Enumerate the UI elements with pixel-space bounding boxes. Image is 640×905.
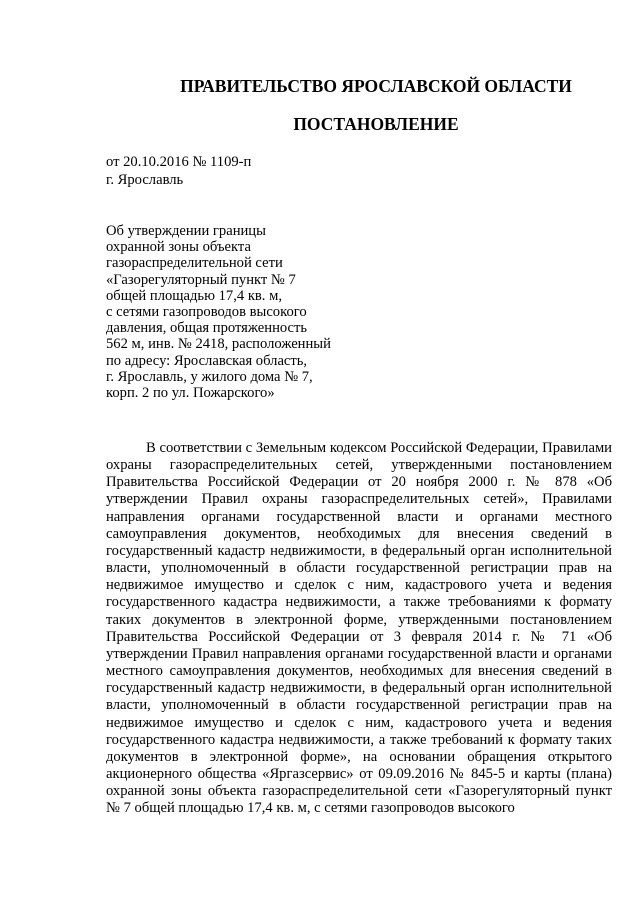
date-number-line: от 20.10.2016 № 1109-п: [106, 154, 252, 170]
document-body: [106, 440, 612, 817]
subject-line: с сетями газопроводов высокого: [106, 304, 307, 321]
city-line: г. Ярославль: [106, 171, 184, 188]
subject-line: «Газорегуляторный пункт № 7: [106, 271, 296, 288]
document-type-title: ПОСТАНОВЛЕНИЕ: [293, 114, 459, 134]
document-meta: [106, 154, 251, 189]
subject-line: г. Ярославль, у жилого дома № 7,: [106, 368, 313, 385]
subject-line: 562 м, инв. № 2418, расположенный: [106, 336, 331, 353]
subject-line: газораспределительной сети: [106, 255, 283, 272]
subject-line: охранной зоны объекта: [106, 239, 251, 256]
subject-line: давления, общая протяженность: [106, 320, 308, 337]
organization-title: ПРАВИТЕЛЬСТВО ЯРОСЛАВСКОЙ ОБЛАСТИ: [180, 76, 572, 96]
subject-line: Об утверждении границы: [106, 223, 266, 239]
subject-line: общей площадью 17,4 кв. м,: [106, 287, 282, 304]
subject-line: по адресу: Ярославская область,: [106, 352, 308, 369]
document-subject: [106, 223, 331, 401]
subject-line: корп. 2 по ул. Пожарского»: [106, 385, 275, 402]
body-paragraph: В соответствии с Земельным кодексом Российской Федерации, Правилами охраны газораспределительных сетей, утвержденными постановлением Правительства Российской Федерации от 20 ноября 2000 г. № 878 «Об утверждении Правил охраны газораспределительных сетей», Правилами направления органами государственной власти и органами местного самоуправления документов, необходимых для внесения сведений в государственный кадастр недвижимости, в федеральный орган исполнительной власти, уполномоченный в области государственной регистрации прав на недвижимое имущество и сделок с ним, кадастрового учета и ведения государственного кадастра недвижимости, а также требованиями к формату таких документов в электронной форме, утвержденными постановлением Правительства Российской Федерации от 3 февраля 2014 г. № 71 «Об утверждении Правил направления органами государственной власти и органами местного самоуправления документов, необходимых для внесения сведений в государственный кадастр недвижимости, в федеральный орган исполнительной власти, уполномоченный в области государственной регистрации прав на недвижимое имущество и сделок с ним, кадастрового учета и ведения государственного кадастра недвижимости, а также требований к формату таких документов в электронной форме», на основании обращения открытого акционерного общества «Яргазсервис» от 09.09.2016 № 845-5 и карты (плана) охранной зоны объекта газораспределительной сети «Газорегуляторный пункт № 7 общей площадью 17,4 кв. м, с сетями газопроводов высокого: [106, 440, 612, 817]
